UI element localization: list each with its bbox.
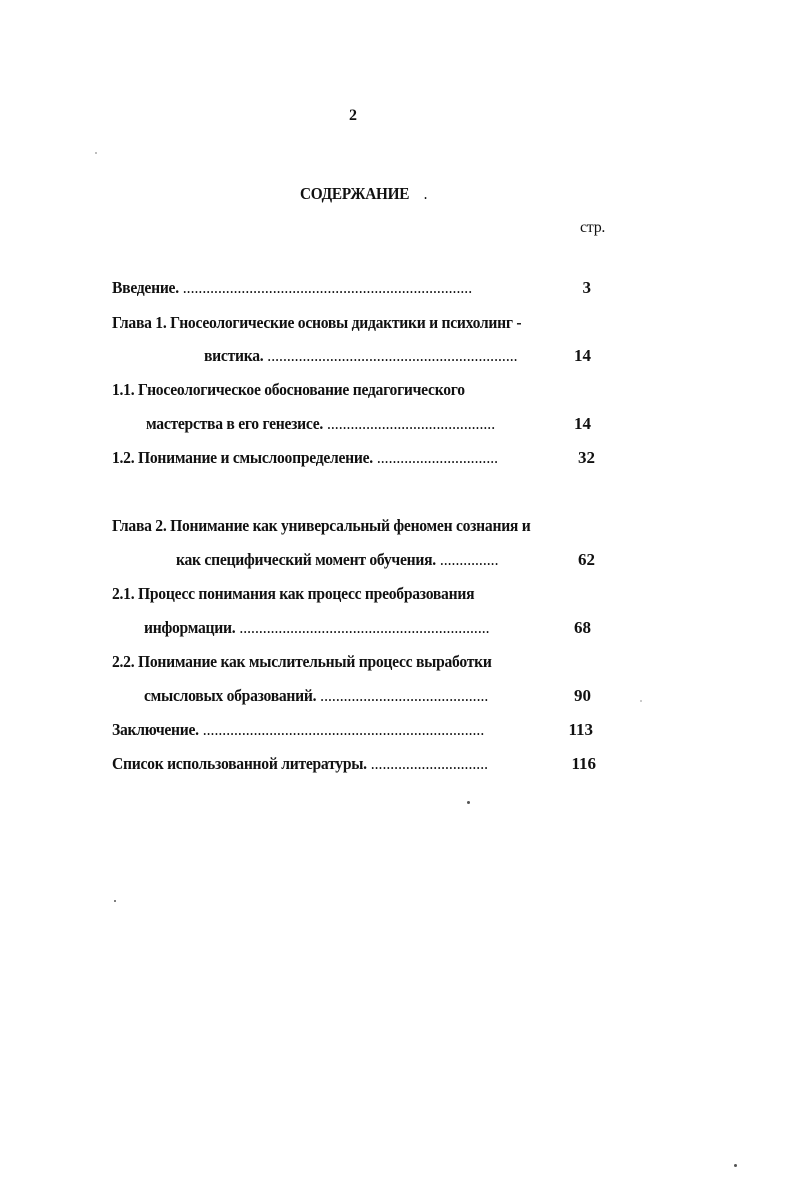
toc-entry-text: как специфический момент обучения. [176,550,436,569]
toc-entry-leader: .............................. [366,754,489,773]
toc-entry-leader: ............................... [372,448,499,467]
toc-entry-text: 2.1. Процесс понимания как процесс преобразования [112,584,475,603]
toc-entry-chapter-2 [112,516,530,536]
scan-speck [114,900,116,902]
toc-entry-text: смысловых образований. [144,686,317,705]
toc-entry-section-1-1 [112,380,465,400]
toc-entry-section-2-1 [112,584,474,604]
toc-title-mark: . [423,184,428,203]
toc-entry-leader: ........................................................................ [198,720,485,739]
toc-entry-page: 62 [578,550,595,569]
toc-entry-section-2-2-cont [144,686,488,706]
toc-entry-text: 1.2. Понимание и смыслоопределение. [112,448,373,467]
toc-entry-bibliography [112,754,488,774]
toc-entry-text: 2.2. Понимание как мыслительный процесс выработки [112,652,492,671]
toc-entry-chapter-1-cont [204,346,518,366]
toc-entry-text: Введение. [112,278,179,297]
toc-entry-section-1-1-cont [146,414,495,434]
toc-entry-conclusion [112,720,484,740]
page-number: 2 [349,107,357,124]
toc-entry-leader: .......................................................................... [178,278,473,297]
toc-entry-leader: ................................................................ [235,618,490,637]
toc-entry-section-2-1-cont [144,618,490,638]
toc-entry-text: Глава 1. Гносеологические основы дидактики и психолинг - [112,313,522,332]
toc-entry-page: 116 [571,754,596,773]
scan-speck [734,1164,737,1167]
toc-entry-page: 3 [582,278,591,297]
toc-entry-text: информации. [144,618,236,637]
toc-entry-page: 90 [574,686,591,705]
toc-entry-introduction [112,278,472,298]
toc-entry-page: 32 [578,448,595,467]
scan-speck [640,700,642,702]
toc-entry-leader: ........................................... [316,686,489,705]
page-column-label: стр. [580,219,606,236]
toc-entry-chapter-2-cont [176,550,498,570]
toc-title-text: СОДЕРЖАНИЕ [300,184,410,203]
toc-entry-text: Список использованной литературы. [112,754,367,773]
toc-entry-text: вистика. [204,346,264,365]
toc-entry-leader: ................................................................ [263,346,518,365]
toc-entry-text: мастерства в его генезисе. [146,414,324,433]
toc-entry-section-2-2 [112,652,492,672]
toc-entry-section-1-2 [112,448,498,468]
toc-entry-text: Заключение. [112,720,199,739]
toc-entry-text: Глава 2. Понимание как универсальный феномен сознания и [112,516,531,535]
toc-title [300,184,427,204]
toc-entry-page: 14 [574,414,591,433]
toc-entry-leader: ........................................... [323,414,496,433]
toc-entry-page: 68 [574,618,591,637]
toc-entry-leader: ............... [435,550,499,569]
toc-entry-page: 14 [574,346,591,365]
scan-speck [467,801,470,804]
scan-speck [95,152,97,154]
toc-entry-chapter-1 [112,313,521,333]
toc-entry-text: 1.1. Гносеологическое обоснование педагогического [112,380,465,399]
toc-entry-page: 113 [568,720,593,739]
